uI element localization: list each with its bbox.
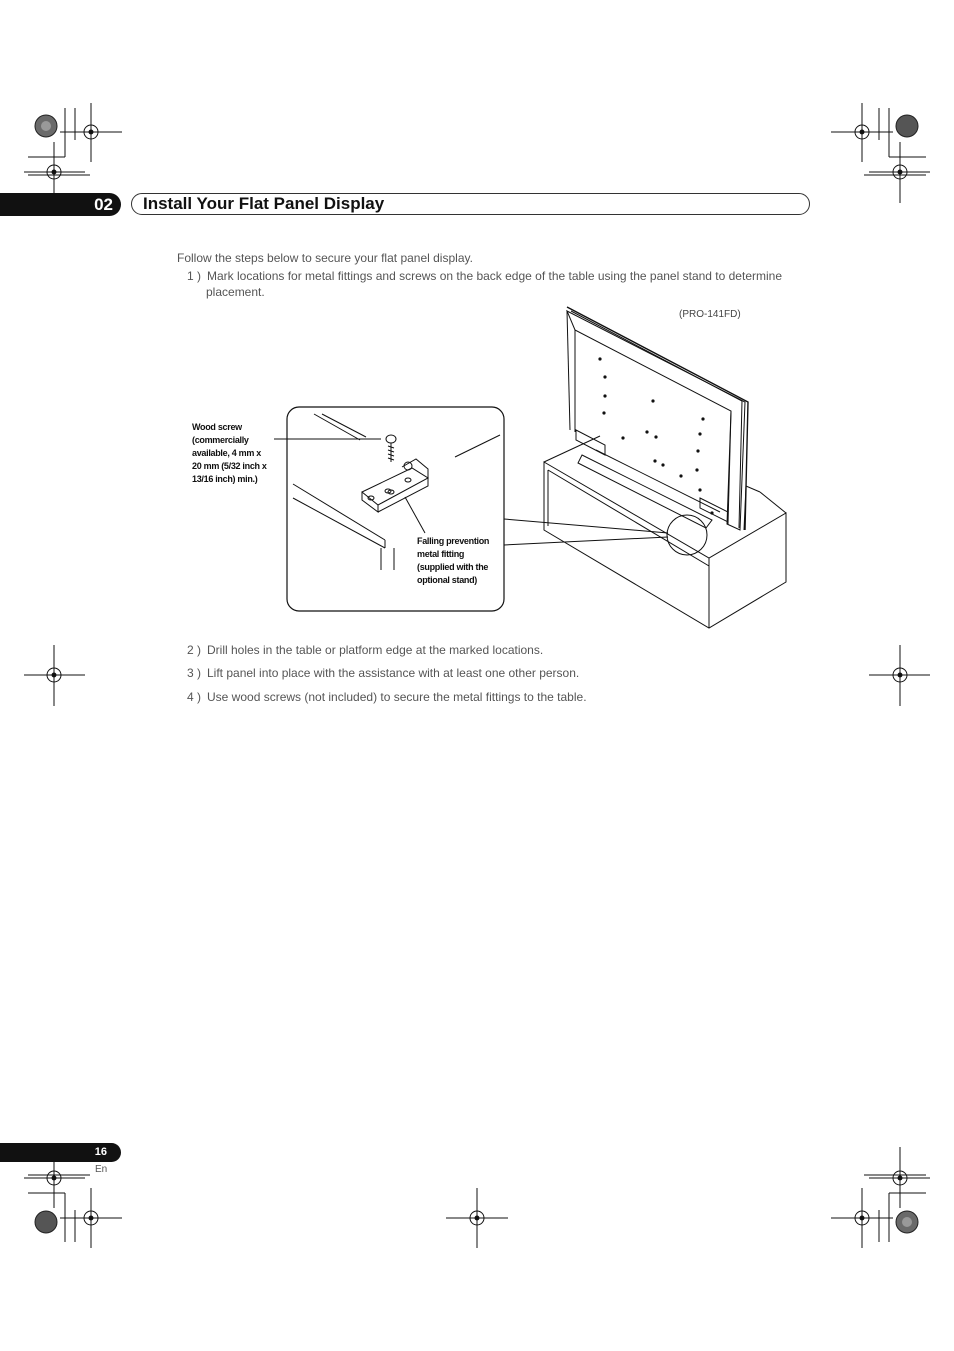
step-1-continuation: placement. — [206, 285, 265, 299]
label-line: 20 mm (5/32 inch x — [192, 461, 267, 471]
label-line: metal fitting — [417, 549, 465, 559]
step-number: 4 ) — [187, 690, 202, 704]
label-line: Wood screw — [192, 422, 242, 432]
intro-text: Follow the steps below to secure your flat panel display. — [177, 251, 473, 265]
language-code: En — [95, 1164, 108, 1175]
page-number-badge: 16 — [0, 1143, 121, 1162]
step-number: 3 ) — [187, 666, 202, 680]
chapter-number-badge: 02 — [0, 193, 121, 216]
step-text: Drill holes in the table or platform edge at the marked locations. — [207, 643, 544, 657]
wood-screw-label — [192, 421, 267, 486]
model-label: (PRO-141FD) — [679, 309, 741, 320]
step-3 — [187, 665, 579, 681]
label-line: (commercially — [192, 435, 249, 445]
label-line: (supplied with the — [417, 562, 489, 572]
step-number: 1 ) — [187, 269, 202, 283]
label-line: optional stand) — [417, 575, 477, 585]
metal-fitting-label — [417, 535, 489, 587]
label-line: 13/16 inch) min.) — [192, 474, 258, 484]
step-number: 2 ) — [187, 643, 202, 657]
label-line: Falling prevention — [417, 536, 490, 546]
label-line: available, 4 mm x — [192, 448, 261, 458]
step-text: Lift panel into place with the assistance with at least one other person. — [207, 666, 580, 680]
step-text: Mark locations for metal fittings and screws on the back edge of the table using the panel stand to determine — [207, 269, 782, 283]
step-2 — [187, 642, 543, 658]
step-4 — [187, 689, 587, 705]
step-text: Use wood screws (not included) to secure the metal fittings to the table. — [207, 690, 587, 704]
chapter-title: Install Your Flat Panel Display — [143, 194, 385, 213]
